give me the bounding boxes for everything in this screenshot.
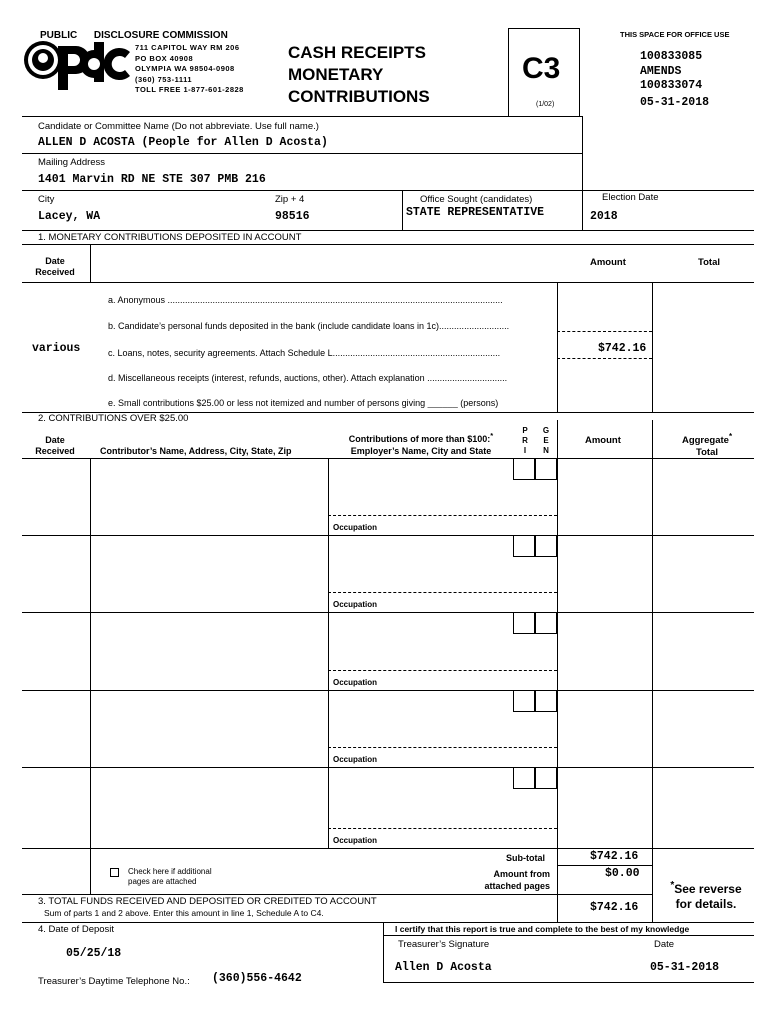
primary-checkbox[interactable]	[513, 612, 535, 634]
rule	[557, 358, 652, 359]
gen-letter: G	[542, 426, 550, 435]
line-e: e. Small contributions $25.00 or less not itemized and number of persons giving ______ (persons)	[108, 398, 499, 408]
general-checkbox[interactable]	[535, 767, 557, 789]
gen-header	[541, 426, 551, 456]
deposit-date-value: 05/25/18	[66, 947, 122, 960]
rule	[328, 747, 557, 748]
primary-checkbox[interactable]	[513, 767, 535, 789]
subtotal-label: Sub-total	[506, 853, 545, 863]
occupation-label: Occupation	[333, 678, 378, 687]
rule	[383, 935, 754, 936]
rule	[582, 190, 754, 191]
rule	[22, 922, 754, 923]
section1-amount-header: Amount	[590, 257, 626, 268]
form-revision: (1/02)	[536, 101, 555, 108]
employer-header	[338, 430, 504, 457]
form-title	[288, 42, 430, 108]
rule	[22, 535, 754, 536]
contributor-header: Contributor’s Name, Address, City, State, Zip	[100, 446, 292, 456]
rule	[328, 670, 557, 671]
amends-label: AMENDS	[640, 65, 682, 78]
aggregate-hdr-line: Total	[696, 447, 718, 459]
candidate-name-label: Candidate or Committee Name (Do not abbreviate. Use full name.)	[38, 121, 319, 132]
amends-id: 100833074	[640, 79, 703, 92]
rule	[22, 282, 754, 283]
address-line: OLYMPIA WA 98504-0908	[135, 64, 235, 73]
city-label: City	[38, 194, 55, 205]
pri-letter: P	[522, 426, 528, 435]
signature-date-label: Date	[654, 939, 675, 950]
date-hdr: Received	[35, 446, 75, 456]
office-use-label: THIS SPACE FOR OFFICE USE	[620, 30, 730, 39]
check-line: pages are attached	[128, 877, 197, 886]
pri-letter: R	[522, 436, 528, 445]
rule	[652, 848, 653, 894]
aggregate-hdr-line: Aggregate*	[681, 432, 733, 447]
section3-heading: 3. TOTAL FUNDS RECEIVED AND DEPOSITED OR CREDITED TO ACCOUNT	[38, 896, 377, 907]
line-d: d. Miscellaneous receipts (interest, refunds, auctions, other). Attach explanation ................................	[108, 373, 508, 383]
address-line: 711 CAPITOL WAY RM 206	[135, 43, 240, 52]
occupation-label: Occupation	[333, 836, 378, 845]
rule	[652, 282, 653, 412]
rule	[22, 848, 754, 849]
rule	[652, 420, 653, 848]
mailing-address: 1401 Marvin RD NE STE 307 PMB 216	[38, 173, 266, 186]
address-line: (360) 753-1111	[135, 74, 193, 84]
rule	[22, 153, 582, 154]
rule	[22, 458, 754, 459]
rule	[402, 190, 403, 230]
zip-value: 98516	[275, 210, 310, 223]
rule	[557, 282, 558, 412]
rule	[328, 458, 329, 848]
occupation-label: Occupation	[333, 523, 378, 532]
section2-date-header	[30, 435, 80, 457]
primary-checkbox[interactable]	[513, 535, 535, 557]
rule	[328, 828, 557, 829]
rule	[383, 922, 384, 982]
rule	[328, 515, 557, 516]
date-hdr: Received	[35, 267, 75, 277]
date-hdr: Date	[45, 435, 65, 445]
rule	[90, 458, 91, 894]
attached-line: Amount from	[493, 869, 550, 879]
line-a: a. Anonymous ......................................................................................................................................	[108, 295, 503, 305]
section1-date-header	[30, 256, 80, 278]
title-line: CONTRIBUTIONS	[288, 87, 430, 106]
pdc-logo	[22, 38, 132, 90]
section4-heading: 4. Date of Deposit	[38, 924, 115, 935]
form-code: C3	[522, 52, 561, 85]
employer-hdr-line: Employer’s Name, City and State	[350, 446, 492, 456]
rule	[22, 230, 754, 231]
rule	[328, 592, 557, 593]
rule	[557, 420, 558, 894]
rule	[22, 244, 754, 245]
gen-letter: E	[543, 436, 549, 445]
subtotal-value: $742.16	[590, 850, 639, 863]
pri-header	[520, 426, 530, 456]
section2-amount-header: Amount	[585, 435, 621, 446]
occupation-label: Occupation	[333, 600, 378, 609]
city-value: Lacey, WA	[38, 210, 101, 223]
see-reverse-line: for details.	[675, 897, 737, 911]
rule	[22, 190, 582, 191]
rule	[90, 244, 91, 282]
rule	[557, 894, 558, 922]
signature-date-value: 05-31-2018	[650, 961, 720, 974]
general-checkbox[interactable]	[535, 690, 557, 712]
occupation-label: Occupation	[333, 755, 378, 764]
mailing-address-label: Mailing Address	[38, 157, 106, 168]
see-reverse-line: *See reverse	[670, 880, 742, 896]
total-funds-value: $742.16	[590, 901, 639, 914]
employer-hdr-line: Contributions of more than $100:*	[348, 431, 494, 444]
primary-checkbox[interactable]	[513, 458, 535, 480]
rule	[557, 331, 652, 332]
rule	[383, 982, 754, 983]
see-reverse-note	[660, 878, 752, 912]
line-b: b. Candidate’s personal funds deposited in the bank (include candidate loans in 1c)............................	[108, 321, 510, 331]
primary-checkbox[interactable]	[513, 690, 535, 712]
aggregate-header	[672, 431, 742, 459]
title-line: MONETARY	[288, 65, 384, 84]
office-date: 05-31-2018	[640, 96, 710, 109]
section1-heading: 1. MONETARY CONTRIBUTIONS DEPOSITED IN ACCOUNT	[38, 232, 302, 243]
section2-heading: 2. CONTRIBUTIONS OVER $25.00	[38, 413, 189, 424]
phone-value: (360)556-4642	[212, 972, 302, 985]
rule	[582, 116, 583, 230]
rule	[22, 690, 754, 691]
attached-pages-label	[470, 868, 550, 892]
gen-letter: N	[543, 446, 549, 455]
address-line: TOLL FREE 1-877-601-2828	[135, 85, 244, 94]
attached-pages-value: $0.00	[605, 867, 640, 880]
general-checkbox[interactable]	[535, 458, 557, 480]
rule	[557, 865, 652, 866]
check-line: Check here if additional	[128, 867, 212, 876]
additional-pages-checkbox[interactable]	[110, 868, 119, 877]
certify-statement: I certify that this report is true and complete to the best of my knowledge	[395, 924, 690, 934]
section1-amount-value: $742.16	[598, 342, 647, 355]
rule	[22, 612, 754, 613]
attached-line: attached pages	[484, 881, 550, 891]
office-sought-value: STATE REPRESENTATIVE	[406, 206, 545, 219]
rule	[652, 894, 653, 922]
phone-label: Treasurer’s Daytime Telephone No.:	[38, 976, 190, 987]
treasurer-signature: Allen D Acosta	[395, 961, 492, 974]
office-sought-label: Office Sought (candidates)	[420, 194, 533, 205]
pri-letter: I	[523, 446, 527, 455]
rule	[22, 116, 582, 117]
additional-pages-label	[128, 867, 212, 887]
candidate-name: ALLEN D ACOSTA (People for Allen D Acosta)	[38, 136, 328, 149]
general-checkbox[interactable]	[535, 535, 557, 557]
line-c: c. Loans, notes, security agreements. Attach Schedule L...................................................................	[108, 348, 501, 358]
agency-address	[135, 43, 244, 96]
signature-label: Treasurer’s Signature	[398, 939, 490, 950]
section1-total-header: Total	[698, 257, 720, 268]
office-id: 100833085	[640, 50, 703, 63]
section3-sub: Sum of parts 1 and 2 above. Enter this amount in line 1, Schedule A to C4.	[44, 908, 324, 918]
date-hdr: Date	[45, 256, 65, 266]
agency-name: PUBLIC DISCLOSURE COMMISSION	[40, 30, 228, 41]
general-checkbox[interactable]	[535, 612, 557, 634]
section1-date-value: various	[32, 342, 81, 355]
address-line: PO BOX 40908	[135, 53, 194, 63]
election-date-label: Election Date	[602, 192, 659, 203]
title-line: CASH RECEIPTS	[288, 43, 426, 62]
election-date-value: 2018	[590, 210, 618, 223]
rule	[22, 767, 754, 768]
zip-label: Zip + 4	[275, 194, 305, 205]
